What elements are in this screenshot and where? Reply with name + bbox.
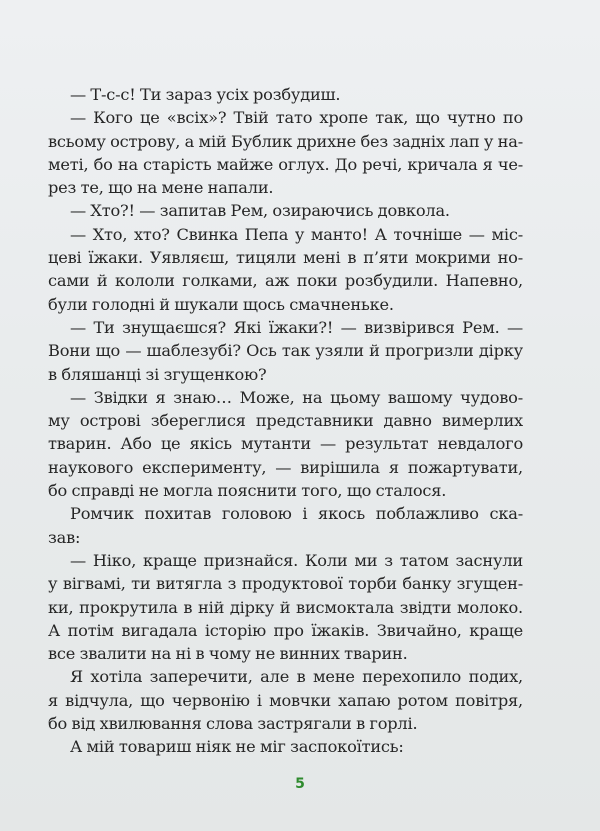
text-line: у вігвамі, ти витягла з продуктової торби банку згущен- bbox=[48, 574, 523, 594]
text-line: му острові збереглися представники давно вимерлих bbox=[48, 411, 523, 431]
text-line: сами й кололи голками, аж поки розбудили. Напевно, bbox=[48, 271, 523, 291]
page-number: 5 bbox=[295, 776, 305, 792]
text-line: Я хотіла заперечити, але в мене перехопило подих, bbox=[70, 667, 523, 687]
text-line: тварин. Або це якісь мутанти — результат невдалого bbox=[48, 434, 523, 454]
text-line: в бляшанці зі згущенкою? bbox=[48, 364, 267, 384]
text-line: все звалити на ні в чому не винних тварин. bbox=[48, 644, 408, 664]
text-line: — Ти знущаєшся? Які їжаки?! — визвірився Рем. — bbox=[70, 317, 523, 337]
body-text bbox=[48, 83, 523, 759]
text-line: — Кого це «всіх»? Твій тато хропе так, що чутно по bbox=[70, 108, 523, 128]
text-line: Ромчик похитав головою і якось поблажливо ска- bbox=[70, 504, 523, 524]
text-line: — Звідки я знаю… Може, на цьому вашому чудово- bbox=[70, 387, 523, 407]
text-line: всьому острову, а мій Бублик дрихне без задніх лап у на- bbox=[48, 131, 523, 151]
text-line: А мій товариш ніяк не міг заспокоїтись: bbox=[70, 737, 404, 757]
text-line: цеві їжаки. Уявляєш, тицяли мені в п’яти мокрими но- bbox=[48, 248, 523, 268]
text-line: наукового експерименту, — вирішила я пожартувати, bbox=[48, 457, 523, 477]
text-line: — Хто?! — запитав Рем, озираючись довкола. bbox=[70, 201, 450, 221]
text-line: Вони що — шаблезубі? Ось так узяли й прогризли дірку bbox=[48, 341, 523, 361]
text-line: ки, прокрутила в ній дірку й висмоктала звідти молоко. bbox=[48, 597, 523, 617]
text-line: рез те, що на мене напали. bbox=[48, 178, 274, 198]
text-line: А потім вигадала історію про їжаків. Звичайно, краще bbox=[48, 620, 523, 640]
text-line: зав: bbox=[48, 527, 81, 547]
text-line: — Хто, хто? Свинка Пепа у манто! А точніше — міс- bbox=[70, 224, 523, 244]
text-line: бо від хвилювання слова застрягали в горлі. bbox=[48, 714, 418, 734]
text-line: — Ніко, краще признайся. Коли ми з татом заснули bbox=[70, 550, 523, 570]
text-line: я відчула, що червонію і мовчки хапаю ротом повітря, bbox=[48, 690, 523, 710]
text-line: були голодні й шукали щось смачненьке. bbox=[48, 294, 394, 314]
text-line: меті, бо на старість майже оглух. До речі, кричала я че- bbox=[48, 154, 523, 174]
text-line: бо справді не могла пояснити того, що сталося. bbox=[48, 481, 447, 501]
text-line: — Т-с-с! Ти зараз усіх розбудиш. bbox=[70, 85, 341, 104]
